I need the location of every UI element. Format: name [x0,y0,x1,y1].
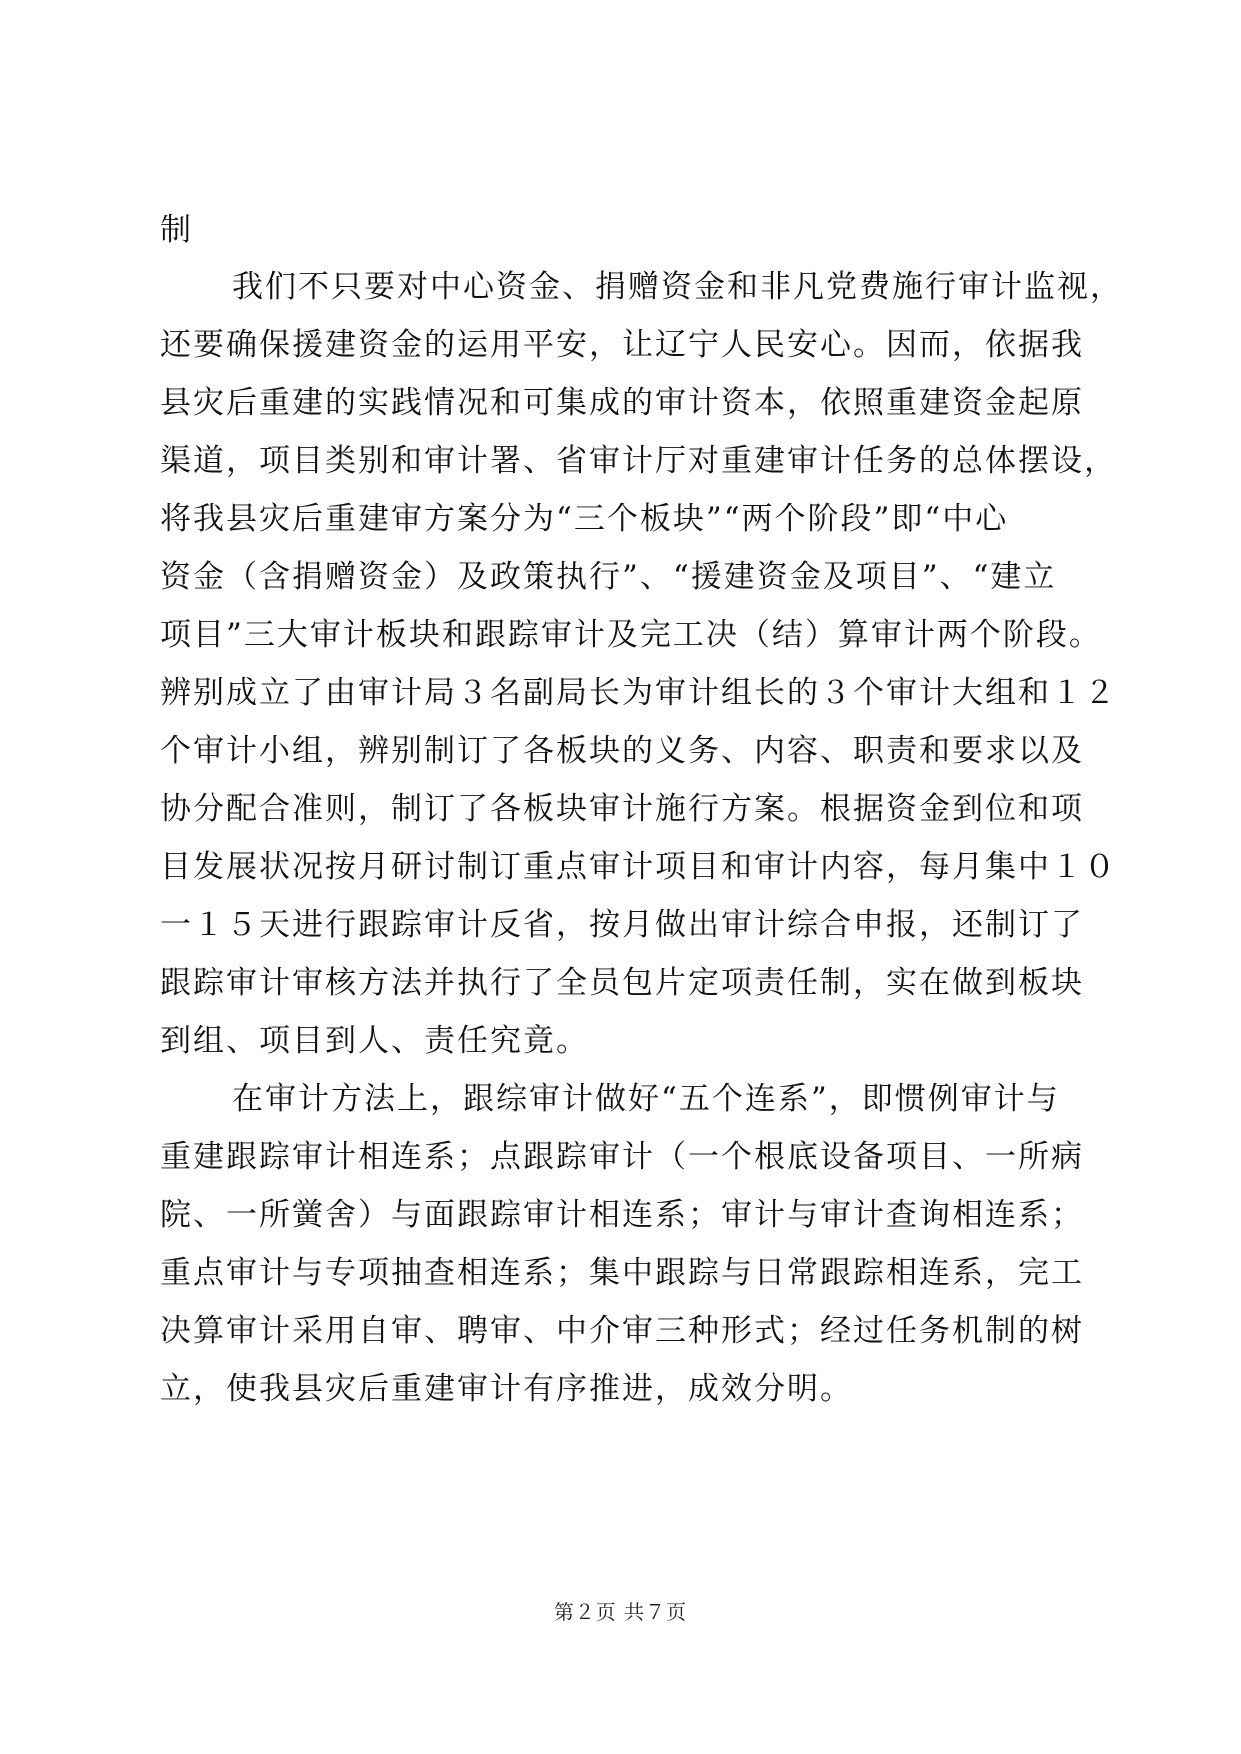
text-line: 协分配合准则，制订了各板块审计施行方案。根据资金到位和项 [160,791,1084,827]
text-line: 还要确保援建资金的运用平安，让辽宁人民安心。因而，依据我 [160,327,1084,363]
text-line: 资金（含捐赠资金）及政策执行”、“援建资金及项目”、“建立 [160,559,1057,595]
paragraph-start-line: 在审计方法上，跟综审计做好“五个连系”，即惯例审计与 [232,1081,1060,1117]
text-line: 立，使我县灾后重建审计有序推进，成效分明。 [160,1371,853,1407]
text-line: 目发展状况按月研讨制订重点审计项目和审计内容，每月集中１０ [160,849,1117,885]
text-line: 项目”三大审计板块和跟踪审计及完工决（结）算审计两个阶段。 [160,617,1102,653]
text-line: 一１５天进行跟踪审计反省，按月做出审计综合申报，还制订了 [160,907,1084,943]
page-number-footer: 第２页 共７页 [553,1600,688,1624]
text-line: 重建跟踪审计相连系；点跟踪审计（一个根底设备项目、一所病 [160,1139,1084,1175]
text-line: 重点审计与专项抽查相连系；集中跟踪与日常跟踪相连系，完工 [160,1255,1084,1291]
text-line: 制 [160,212,193,248]
paragraph-start-line: 我们不只要对中心资金、捐赠资金和非凡党费施行审计监视， [232,269,1123,305]
text-line: 个审计小组，辨别制订了各板块的义务、内容、职责和要求以及 [160,733,1084,769]
text-line: 将我县灾后重建审方案分为“三个板块”“两个阶段”即“中心 [160,501,1009,537]
text-line: 跟踪审计审核方法并执行了全员包片定项责任制，实在做到板块 [160,965,1084,1001]
text-line: 辨别成立了由审计局３名副局长为审计组长的３个审计大组和１２ [160,675,1117,711]
text-line: 院、一所黉舍）与面跟踪审计相连系；审计与审计查询相连系； [160,1197,1084,1233]
text-line: 渠道，项目类别和审计署、省审计厅对重建审计任务的总体摆设， [160,443,1117,479]
text-line: 决算审计采用自审、聘审、中介审三种形式；经过任务机制的树 [160,1313,1084,1349]
text-line: 到组、项目到人、责任究竟。 [160,1023,589,1059]
text-line: 县灾后重建的实践情况和可集成的审计资本，依照重建资金起原 [160,385,1084,421]
